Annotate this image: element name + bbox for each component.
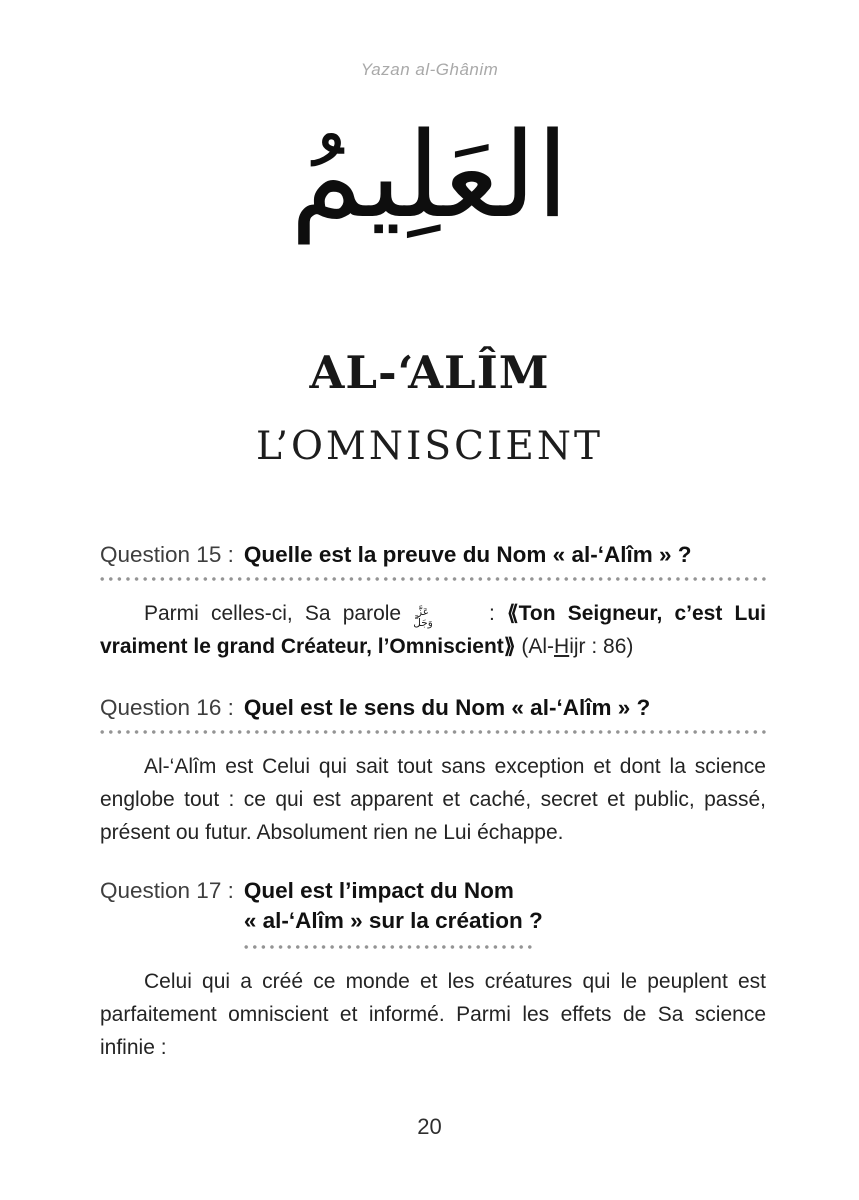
question-15-heading bbox=[100, 540, 766, 570]
question-15-text: Quelle est la preuve du Nom « al-‘Alîm » ? bbox=[243, 542, 692, 567]
page-title: AL-‘ALÎM bbox=[309, 346, 550, 399]
question-16-answer: Al-‘Alîm est Celui qui sait tout sans exception et dont la science englobe tout : ce qui est apparent et caché, secret et public, passé, présent ou futur. Absolument rien ne Lui échappe. bbox=[100, 755, 766, 844]
question-17-label: Question 17 : bbox=[100, 878, 234, 903]
question-17-heading bbox=[100, 876, 766, 950]
answer-separator: : bbox=[488, 602, 507, 625]
azza-symbol-bottom: وَجَلَّ bbox=[413, 617, 433, 629]
answer-intro: Parmi celles-ci, Sa parole bbox=[144, 602, 402, 625]
azza-wa-jalla-symbol bbox=[413, 607, 477, 629]
question-17-text-block bbox=[244, 876, 543, 950]
page-subtitle: L’OMNISCIENT bbox=[256, 424, 603, 469]
question-16-section bbox=[100, 693, 766, 849]
question-16-text: Quel est le sens du Nom « al-‘Alîm » ? bbox=[243, 695, 651, 720]
verse-reference-suffix: ijr : 86) bbox=[569, 635, 634, 658]
quote-open-bracket: ⟪ bbox=[506, 602, 519, 625]
question-17-text-line1: Quel est l’impact du Nom bbox=[243, 878, 514, 903]
question-17-text-line2: « al-‘Alîm » sur la création ? bbox=[243, 908, 543, 933]
azza-symbol-top: عَزَّ bbox=[416, 605, 430, 618]
quote-close-bracket: ⟫ bbox=[503, 635, 516, 658]
verse-reference-prefix: (Al- bbox=[521, 635, 555, 658]
question-15-label: Question 15 : bbox=[100, 542, 234, 567]
page-number: 20 bbox=[417, 1114, 442, 1139]
question-15-section bbox=[100, 540, 766, 663]
dotted-divider bbox=[100, 576, 766, 582]
question-15-answer bbox=[100, 597, 766, 663]
dotted-divider bbox=[100, 729, 766, 735]
question-16-label: Question 16 : bbox=[100, 695, 234, 720]
verse-reference-underlined-letter: H bbox=[554, 635, 570, 658]
question-17-section bbox=[100, 876, 766, 1064]
arabic-calligraphy-al-alim: العَلِيمُ bbox=[290, 106, 569, 244]
quran-verse-text: Ton Seigneur, c’est Lui vraiment le grand Créateur, l’Omniscient bbox=[100, 602, 766, 658]
dotted-divider bbox=[244, 944, 532, 950]
question-16-heading bbox=[100, 693, 766, 723]
question-17-answer: Celui qui a créé ce monde et les créatures qui le peuplent est parfaitement omniscient et informé. Parmi les effets de Sa science infinie : bbox=[100, 970, 766, 1059]
author-name: Yazan al-Ghânim bbox=[360, 60, 499, 79]
